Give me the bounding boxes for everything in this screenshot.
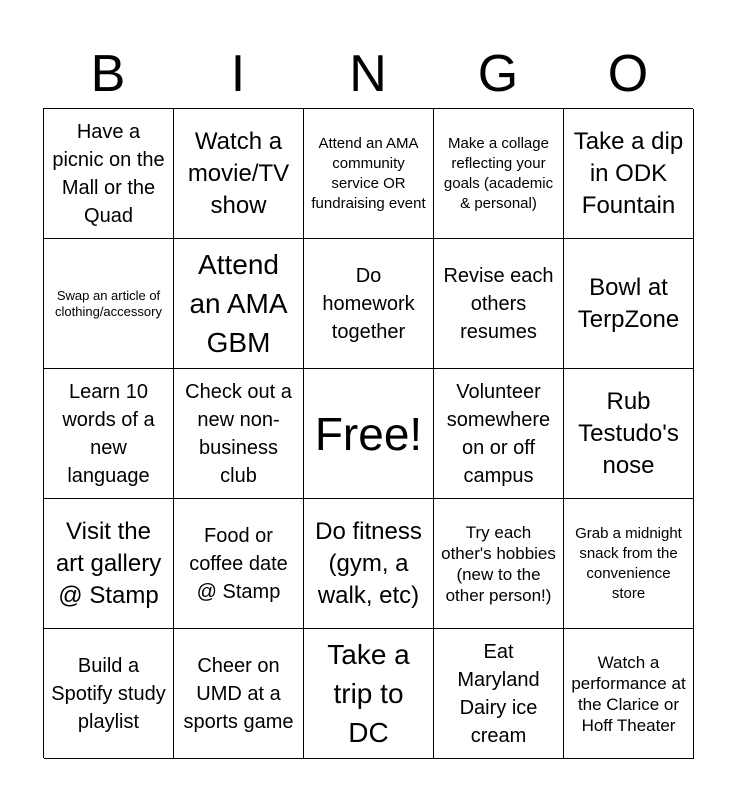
cell-label: Make a collage reflecting your goals (academic & personal) [443,134,554,212]
bingo-cell-r2c1[interactable] [44,239,174,369]
cell-label: Food or coffee date @ Stamp [189,524,288,603]
cell-label: Watch a movie/TV show [187,127,290,219]
bingo-cell-r3c1[interactable] [44,369,174,499]
cell-label: Attend an AMA GBM [189,249,288,358]
cell-label: Have a picnic on the Mall or the Quad [52,120,165,227]
bingo-cell-r2c4[interactable] [434,239,564,369]
bingo-cell-r1c4[interactable] [434,109,564,239]
cell-label: Try each other's hobbies (new to the other person!) [441,522,556,605]
cell-label: Watch a performance at the Clarice or Hoff Theater [571,652,686,735]
bingo-cell-r5c2[interactable] [174,629,304,759]
bingo-cell-r1c5[interactable] [564,109,694,239]
bingo-cell-r1c1[interactable] [44,109,174,239]
bingo-cell-r2c5[interactable] [564,239,694,369]
header-letter-n: N [349,45,387,103]
cell-label: Check out a new non-business club [185,380,292,487]
cell-label: Take a dip in ODK Fountain [573,127,684,219]
cell-label: Take a trip to DC [327,639,410,748]
cell-label: Build a Spotify study playlist [51,654,166,733]
bingo-cell-r4c3[interactable] [304,499,434,629]
header-letter-i: I [230,45,246,103]
cell-label: Attend an AMA community service OR fundraising event [311,134,426,212]
bingo-cell-r1c3[interactable] [304,109,434,239]
cell-label: Rub Testudo's nose [578,387,679,479]
bingo-cell-r4c4[interactable] [434,499,564,629]
cell-label: Cheer on UMD at a sports game [183,654,294,733]
free-space-label: Free! [314,407,423,460]
bingo-cell-r5c3[interactable] [304,629,434,759]
bingo-cell-r5c1[interactable] [44,629,174,759]
bingo-cell-r2c2[interactable] [174,239,304,369]
bingo-cell-free[interactable] [304,369,434,499]
header-letter-o: O [607,45,649,103]
header-letter-b: B [90,45,126,103]
bingo-cell-r4c5[interactable] [564,499,694,629]
bingo-cell-r5c5[interactable] [564,629,694,759]
cell-label: Learn 10 words of a new language [62,380,155,487]
bingo-cell-r4c1[interactable] [44,499,174,629]
cell-label: Revise each others resumes [443,264,554,343]
cell-label: Swap an article of clothing/accessory [55,287,162,319]
bingo-cell-r1c2[interactable] [174,109,304,239]
cell-label: Volunteer somewhere on or off campus [446,380,551,487]
cell-label: Do homework together [322,264,415,343]
cell-label: Do fitness (gym, a walk, etc) [315,517,422,609]
cell-label: Grab a midnight snack from the convenience store [575,524,682,602]
bingo-header [43,40,693,108]
cell-label: Visit the art gallery @ Stamp [55,517,162,609]
header-letter-g: G [477,45,519,103]
bingo-grid [43,108,693,758]
bingo-cell-r2c3[interactable] [304,239,434,369]
cell-label: Bowl at TerpZone [577,273,680,333]
bingo-cell-r4c2[interactable] [174,499,304,629]
bingo-cell-r3c2[interactable] [174,369,304,499]
bingo-cell-r5c4[interactable] [434,629,564,759]
bingo-cell-r3c5[interactable] [564,369,694,499]
bingo-cell-r3c4[interactable] [434,369,564,499]
cell-label: Eat Maryland Dairy ice cream [457,640,540,747]
